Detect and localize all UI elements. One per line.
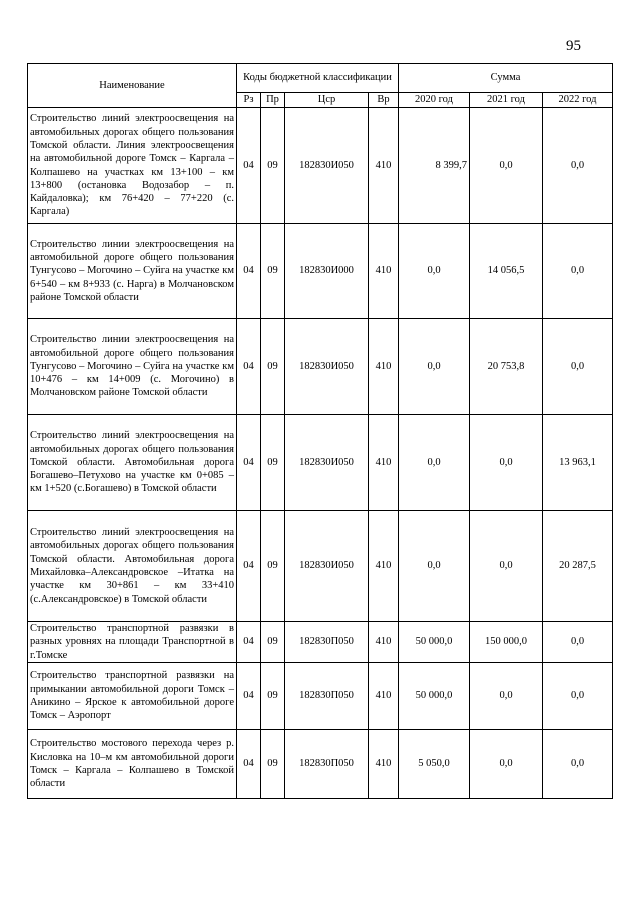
row-name: Строительство линий электроосвещения на автомобильных дорогах общего пользования Томской области. Автомобильная дорога Михайловка–Александровское –Итатка на участке км 30+861 – км 33+410 (с.Александровское) в Томской области: [28, 511, 237, 622]
row-pr: 09: [261, 511, 285, 622]
row-sum-2022: 0,0: [543, 108, 613, 224]
row-csr: 182830И050: [285, 415, 369, 511]
row-name: Строительство линии электроосвещения на автомобильной дороге общего пользования Тунгусово – Могочино – Суйга на участке км 10+476 – км 14+009 (с. Могочино) в Молчановском районе Томской области: [28, 319, 237, 415]
row-name: Строительство транспортной развязки на примыкании автомобильной дороги Томск – Аникино – Ярское к автомобильной дороге Томск – Аэропорт: [28, 663, 237, 730]
row-sum-2020: 8 399,7: [399, 108, 470, 224]
row-name: Строительство линий электроосвещения на автомобильных дорогах общего пользования Томской области. Линия электроосвещения на автомобильной дороге Томск – Каргала – Колпашево на участках км 13+100 – км 13+800 (остановка Водозабор – п. Кайдаловка); км 76+420 – 77+220 (с. Каргала): [28, 108, 237, 224]
row-sum-2020: 50 000,0: [399, 663, 470, 730]
row-vr: 410: [369, 108, 399, 224]
row-sum-2022: 0,0: [543, 224, 613, 319]
header-codes: Коды бюджетной классификации: [237, 64, 399, 93]
row-sum-2022: 0,0: [543, 622, 613, 663]
row-sum-2020: 0,0: [399, 224, 470, 319]
header-csr: Цср: [285, 93, 369, 108]
row-sum-2022: 0,0: [543, 663, 613, 730]
table-row: [28, 415, 613, 511]
header-year-2021: 2021 год: [470, 93, 543, 108]
row-sum-2020: 5 050,0: [399, 730, 470, 799]
row-sum-2021: 0,0: [470, 663, 543, 730]
row-sum-2020: 50 000,0: [399, 622, 470, 663]
table-row: [28, 224, 613, 319]
row-sum-2022: 0,0: [543, 319, 613, 415]
row-vr: 410: [369, 224, 399, 319]
table-row: [28, 622, 613, 663]
row-csr: 182830И050: [285, 511, 369, 622]
row-sum-2021: 14 056,5: [470, 224, 543, 319]
row-rz: 04: [237, 415, 261, 511]
row-name: Строительство линий электроосвещения на автомобильных дорогах общего пользования Томской области. Автомобильная дорога Богашево–Петухово на участке км 0+085 – км 1+520 (с.Богашево) в Томской области: [28, 415, 237, 511]
row-name: Строительство линии электроосвещения на автомобильной дороге общего пользования Тунгусово – Могочино – Суйга на участке км 6+540 – км 8+933 (с. Нарга) в Молчановском районе Томской области: [28, 224, 237, 319]
row-sum-2020: 0,0: [399, 511, 470, 622]
row-sum-2021: 0,0: [470, 108, 543, 224]
row-rz: 04: [237, 622, 261, 663]
row-rz: 04: [237, 108, 261, 224]
row-name: Строительство мостового перехода через р. Кисловка на 10–м км автомобильной дороги Томск – Каргала – Колпашево в Томской области: [28, 730, 237, 799]
row-sum-2021: 20 753,8: [470, 319, 543, 415]
row-rz: 04: [237, 730, 261, 799]
row-csr: 182830И050: [285, 108, 369, 224]
row-rz: 04: [237, 224, 261, 319]
row-pr: 09: [261, 224, 285, 319]
row-pr: 09: [261, 108, 285, 224]
row-sum-2021: 0,0: [470, 415, 543, 511]
header-rz: Рз: [237, 93, 261, 108]
header-year-2020: 2020 год: [399, 93, 470, 108]
row-sum-2020: 0,0: [399, 415, 470, 511]
row-sum-2022: 0,0: [543, 730, 613, 799]
row-pr: 09: [261, 730, 285, 799]
header-year-2022: 2022 год: [543, 93, 613, 108]
row-name: Строительство транспортной развязки в разных уровнях на площади Транспортной в г.Томске: [28, 622, 237, 663]
row-csr: 182830И050: [285, 319, 369, 415]
budget-table: [27, 63, 613, 799]
row-sum-2021: 0,0: [470, 730, 543, 799]
row-csr: 182830И000: [285, 224, 369, 319]
row-vr: 410: [369, 511, 399, 622]
row-csr: 182830П050: [285, 622, 369, 663]
row-vr: 410: [369, 319, 399, 415]
row-vr: 410: [369, 730, 399, 799]
header-vr: Вр: [369, 93, 399, 108]
row-csr: 182830П050: [285, 730, 369, 799]
row-rz: 04: [237, 511, 261, 622]
table-row: [28, 319, 613, 415]
row-sum-2022: 20 287,5: [543, 511, 613, 622]
row-rz: 04: [237, 319, 261, 415]
table-row: [28, 730, 613, 799]
row-pr: 09: [261, 663, 285, 730]
row-pr: 09: [261, 415, 285, 511]
row-sum-2021: 150 000,0: [470, 622, 543, 663]
row-sum-2020: 0,0: [399, 319, 470, 415]
header-sum: Сумма: [399, 64, 613, 93]
row-vr: 410: [369, 622, 399, 663]
header-pr: Пр: [261, 93, 285, 108]
row-csr: 182830П050: [285, 663, 369, 730]
row-rz: 04: [237, 663, 261, 730]
row-pr: 09: [261, 319, 285, 415]
page-number: 95: [566, 38, 581, 54]
table-row: [28, 108, 613, 224]
table-row: [28, 663, 613, 730]
row-pr: 09: [261, 622, 285, 663]
header-row-top: [28, 64, 613, 93]
header-name: Наименование: [28, 64, 237, 108]
row-sum-2022: 13 963,1: [543, 415, 613, 511]
row-sum-2021: 0,0: [470, 511, 543, 622]
table-row: [28, 511, 613, 622]
row-vr: 410: [369, 663, 399, 730]
row-vr: 410: [369, 415, 399, 511]
